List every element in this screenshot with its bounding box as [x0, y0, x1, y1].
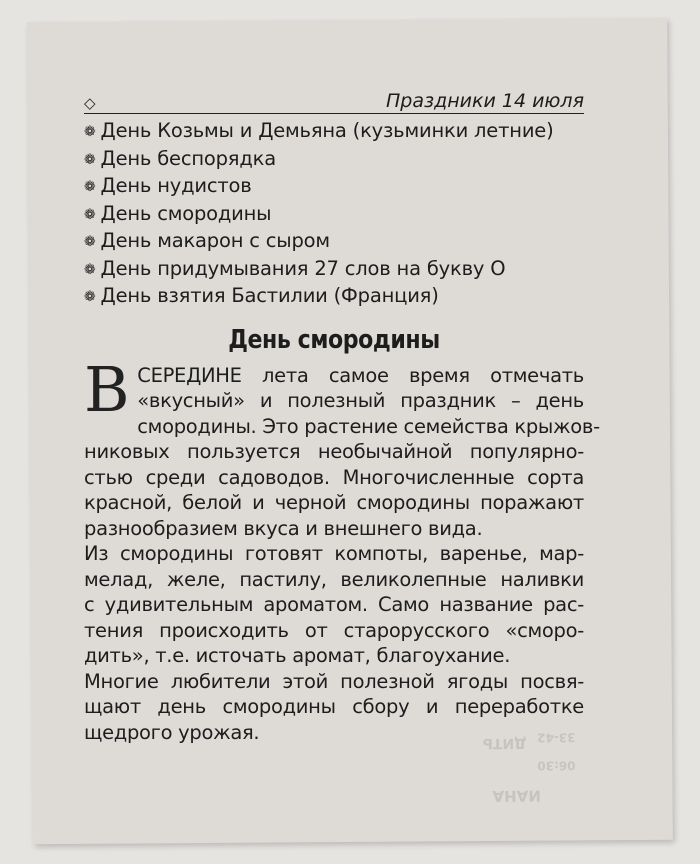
article-line: щают день смородины сбору и переработке [84, 695, 584, 718]
list-item: ❁ День макарон с сыром [84, 229, 330, 252]
article-line: стью среди садоводов. Многочисленные сорта [84, 465, 584, 489]
article-line: мелад, желе, пастилу, великолепные наливки [84, 567, 584, 591]
article-line: красной, белой и черной смородины поражают [84, 491, 584, 514]
article-line: СЕРЕДИНЕ лета самое время отмечать [137, 363, 584, 387]
flower-icon: ❁ [84, 206, 96, 223]
flower-icon: ❁ [84, 289, 96, 305]
list-item: ❁ День придумывания 27 слов на букву О [84, 256, 506, 280]
article-line: Из смородины готовят компоты, варенье, мар- [84, 542, 584, 565]
flower-icon: ❁ [84, 124, 96, 140]
article-body [84, 352, 600, 746]
list-item: ❁ День Козьмы и Демьяна (кузьминки летние) [84, 119, 554, 142]
list-item: ❁ День взятия Бастилии (Франция) [84, 284, 439, 307]
article-line: дить», т.е. источать аромат, благоухание. [84, 644, 511, 667]
flower-icon: ❁ [84, 179, 96, 195]
bleed-through-text: 06:30 [537, 758, 576, 773]
article-line: смородины. Это растение семейства крыжов- [137, 414, 600, 438]
diamond-icon: ◇ [84, 94, 96, 112]
list-item: ❁ День беспорядка [84, 146, 276, 170]
flower-icon: ❁ [84, 261, 96, 278]
flower-icon: ❁ [84, 151, 96, 168]
article-line: с удивительным ароматом. Само название рас- [84, 593, 584, 616]
article-line: тения происходить от старорусского «сморо- [84, 618, 584, 642]
article-title: День смородины [228, 324, 440, 355]
article-line: щедрого урожая. [84, 720, 260, 744]
bleed-through-text: ДИТЬ [482, 734, 527, 752]
holiday-column [84, 90, 600, 745]
drop-cap: В [84, 352, 130, 426]
article-line: «вкусный» и полезный праздник – день [137, 389, 584, 412]
article-line: разнообразием вкуса и внешнего вида. [84, 516, 483, 540]
section-header [84, 90, 584, 114]
bleed-through-text: ИАНА [492, 786, 541, 806]
list-item: ❁ День нудистов [84, 174, 252, 197]
article-line: Многие любители этой полезной ягоды посвя- [84, 669, 584, 693]
holiday-list [84, 118, 584, 311]
article-line: никовых пользуется необычайной популярно- [84, 440, 584, 463]
bleed-through-text: 33-42 [537, 730, 576, 745]
section-title: Праздники 14 июля [386, 90, 584, 112]
flower-icon: ❁ [84, 234, 96, 250]
list-item: ❁ День смородины [84, 201, 272, 225]
